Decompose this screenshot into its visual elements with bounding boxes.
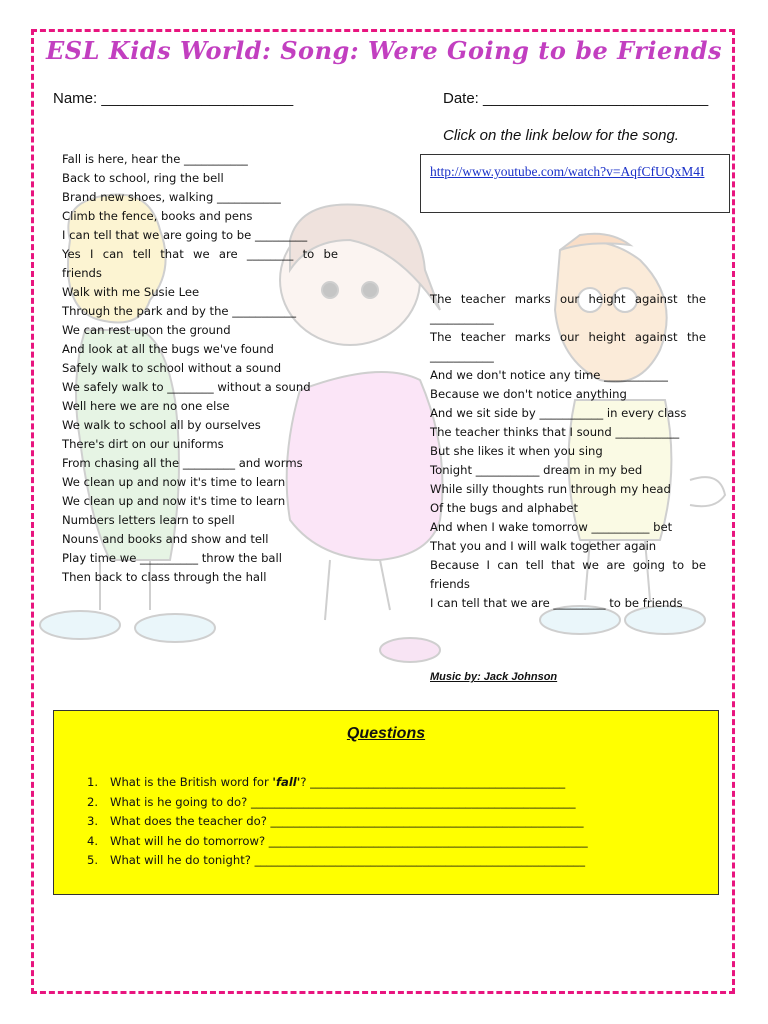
lyric-line: Numbers letters learn to spell [62, 513, 235, 527]
question-number: 3. [87, 814, 99, 828]
lyric-line: There's dirt on our uniforms [62, 437, 224, 451]
question-item [87, 812, 713, 832]
lyric-line: Back to school, ring the bell [62, 171, 224, 185]
question-number: 4. [87, 833, 99, 848]
question-blank: ? ____________________________________________ [300, 775, 566, 789]
page-title: ESL Kids World: Song: Were Going to be Friends [45, 36, 722, 65]
lyric-line: Well here we are no one else [62, 399, 230, 413]
question-number: 5. [87, 853, 99, 867]
questions-list [87, 773, 713, 871]
lyric-line: And we sit side by ___________ in every class [430, 406, 687, 420]
lyric-line: I can tell that we are _________ to be friends [430, 596, 683, 610]
lyric-line: While silly thoughts run through my head [430, 482, 671, 496]
lyric-line: ___________ [430, 311, 494, 325]
lyric-line: We walk to school all by ourselves [62, 418, 261, 432]
music-credit: Music by: Jack Johnson [430, 671, 558, 683]
question-item [87, 851, 713, 871]
questions-title: Questions [346, 725, 426, 742]
lyric-line: Then back to class through the hall [62, 570, 267, 584]
lyric-line: Tonight ___________ dream in my bed [430, 463, 643, 477]
lyric-line: Safely walk to school without a sound [62, 361, 282, 375]
lyric-line: ___________ [430, 349, 494, 363]
lyric-line: Play time we __________ throw the ball [62, 551, 282, 565]
question-text: What will he do tonight? _________________________________________________________ [110, 853, 586, 867]
right-lyrics [430, 290, 706, 613]
question-text: What does the teacher do? ______________________________________________________ [110, 814, 584, 828]
question-text: What is the British word for [110, 775, 273, 789]
click-instruction: Click on the link below for the song. [443, 127, 679, 144]
question-item [87, 793, 713, 813]
question-emphasis: 'fall' [272, 775, 301, 789]
questions-box [53, 710, 719, 895]
lyric-line: We safely walk to ________ without a sound [62, 380, 311, 394]
lyric-line: Because I can tell that we are going to be [430, 558, 706, 572]
lyric-line: And we don't notice any time ___________ [430, 368, 668, 382]
question-number: 1. [87, 775, 99, 789]
question-item [87, 773, 713, 793]
lyric-line: Walk with me Susie Lee [62, 285, 200, 299]
lyric-line: We clean up and now it's time to learn [62, 475, 286, 489]
lyric-line: And look at all the bugs we've found [62, 342, 274, 356]
lyric-line: Because we don't notice anything [430, 387, 627, 401]
question-item [87, 832, 713, 852]
lyric-line: Brand new shoes, walking ___________ [62, 190, 281, 204]
lyric-line: And when I wake tomorrow __________ bet [430, 520, 673, 534]
lyric-line: The teacher marks our height against the [430, 292, 706, 306]
lyric-line: But she likes it when you sing [430, 444, 603, 458]
lyric-line: I can tell that we are going to be _________ [62, 228, 308, 242]
lyric-line: friends [430, 577, 470, 591]
lyric-line: The teacher marks our height against the [430, 330, 706, 344]
question-number: 2. [87, 794, 99, 809]
lyric-line: Fall is here, hear the ___________ [62, 152, 248, 166]
lyric-line: From chasing all the _________ and worms [62, 456, 303, 470]
link-box [420, 154, 730, 213]
question-text: What is he going to do? ________________________________________________________ [110, 794, 576, 809]
lyric-line: We clean up and now it's time to learn [62, 494, 286, 508]
lyric-line: We can rest upon the ground [62, 323, 231, 337]
name-field: Name: _______________________ [53, 90, 294, 107]
date-field: Date: ___________________________ [443, 90, 709, 107]
lyric-line: friends [62, 266, 102, 280]
lyric-line: Through the park and by the ___________ [62, 304, 296, 318]
lyric-line: Nouns and books and show and tell [62, 532, 269, 546]
lyric-line: Of the bugs and alphabet [430, 501, 579, 515]
song-link[interactable]: http://www.youtube.com/watch?v=AqfCfUQxM4I [430, 164, 705, 179]
question-text: What will he do tomorrow? _______________________________________________________ [110, 833, 588, 848]
lyric-line: That you and I will walk together again [430, 539, 657, 553]
left-lyrics [62, 150, 338, 587]
lyric-line: Climb the fence, books and pens [62, 209, 253, 223]
lyric-line: Yes I can tell that we are ________ to be [62, 247, 338, 261]
lyric-line: The teacher thinks that I sound ___________ [430, 425, 680, 439]
